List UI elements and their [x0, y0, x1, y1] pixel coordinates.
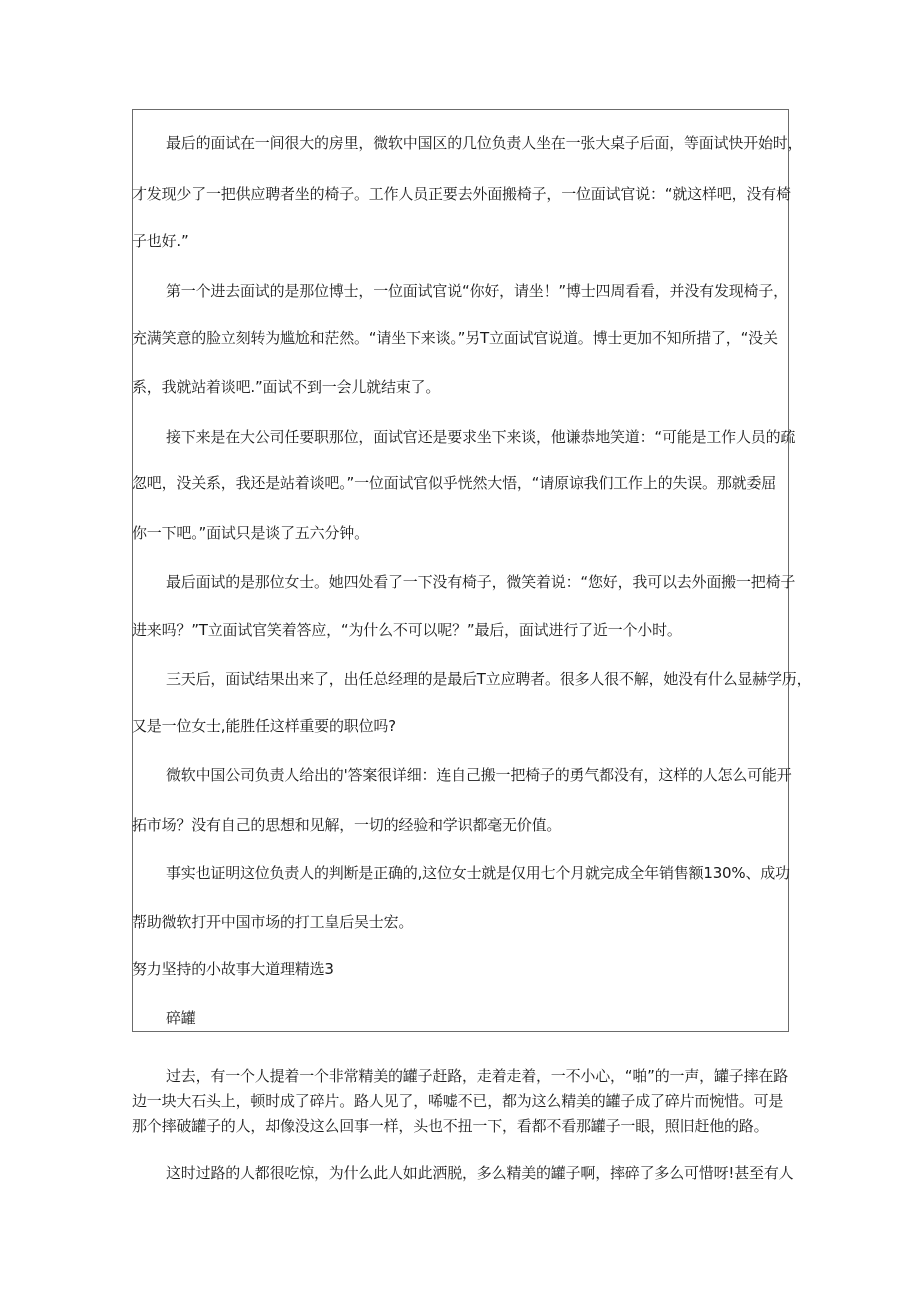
boxed-p3-line2: 忽吧，没关系，我还是站着谈吧。”一位面试官似乎恍然大悟，“请原谅我们工作上的失误。那就委屈: [132, 474, 777, 492]
boxed-p5-line1: 三天后，面试结果出来了，出任总经理的是最后T立应聘者。很多人很不解，她没有什么显赫学历，: [166, 670, 812, 688]
boxed-p4-line2: 进来吗？”T立面试官笑着答应，“为什么不可以呢？”最后，面试进行了近一个小时。: [132, 621, 682, 639]
boxed-p2-line1: 第一个进去面试的是那位博士，一位面试官说“你好，请坐！”博士四周看看，并没有发现椅子，: [166, 282, 788, 300]
boxed-p6-line1: 微软中国公司负责人给出的'答案很详细：连自己搬一把椅子的勇气都没有，这样的人怎么可能开: [166, 766, 792, 784]
boxed-p4-line1: 最后面试的是那位女士。她四处看了一下没有椅子，微笑着说：“您好，我可以去外面搬一把椅子: [166, 573, 796, 591]
story-p2-line1: 这时过路的人都很吃惊，为什么此人如此洒脱，多么精美的罐子啊，摔碎了多么可惜呀!甚至有人: [166, 1164, 794, 1182]
section-heading: 努力坚持的小故事大道理精选3: [132, 960, 334, 978]
boxed-p6-line2: 拓市场？没有自己的思想和见解，一切的经验和学识都毫无价值。: [132, 816, 562, 834]
boxed-p5-line2: 又是一位女士,能胜任这样重要的职位吗?: [132, 717, 396, 735]
story-title: 碎罐: [166, 1009, 196, 1027]
story-p1-line1: 过去，有一个人提着一个非常精美的罐子赶路，走着走着，一不小心，“啪”的一声，罐子摔在路: [166, 1067, 788, 1085]
boxed-p1-line1: 最后的面试在一间很大的房里，微软中国区的几位负责人坐在一张大桌子后面，等面试快开始时，: [166, 134, 803, 152]
story-p1-line3: 那个摔破罐子的人，却像没这么回事一样，头也不扭一下，看都不看那罐子一眼，照旧赶他的路。: [132, 1117, 769, 1135]
boxed-p2-line2: 充满笑意的脸立刻转为尴尬和茫然。“请坐下来谈。”另T立面试官说道。博士更加不知所措了，“没关: [132, 329, 778, 347]
boxed-p3-line3: 你一下吧。”面试只是谈了五六分钟。: [132, 524, 369, 542]
bordered-text-frame: [132, 109, 789, 1032]
boxed-p1-line3: 子也好.”: [132, 232, 189, 250]
boxed-p7-line2: 帮助微软打开中国市场的打工皇后吴士宏。: [132, 913, 414, 931]
boxed-p7-line1: 事实也证明这位负责人的判断是正确的,这位女士就是仅用七个月就完成全年销售额130%、成功: [166, 864, 790, 882]
story-p1-line2: 边一块大石头上，顿时成了碎片。路人见了，唏嘘不已，都为这么精美的罐子成了碎片而惋惜。可是: [132, 1092, 784, 1110]
boxed-p3-line1: 接下来是在大公司任要职那位，面试官还是要求坐下来谈，他谦恭地笑道：“可能是工作人员的疏: [166, 428, 796, 446]
boxed-p1-line2: 才发现少了一把供应聘者坐的椅子。工作人员正要去外面搬椅子，一位面试官说：“就这样吧，没有椅: [132, 185, 791, 203]
boxed-p2-line3: 系，我就站着谈吧.”面试不到一会儿就结束了。: [132, 378, 441, 396]
